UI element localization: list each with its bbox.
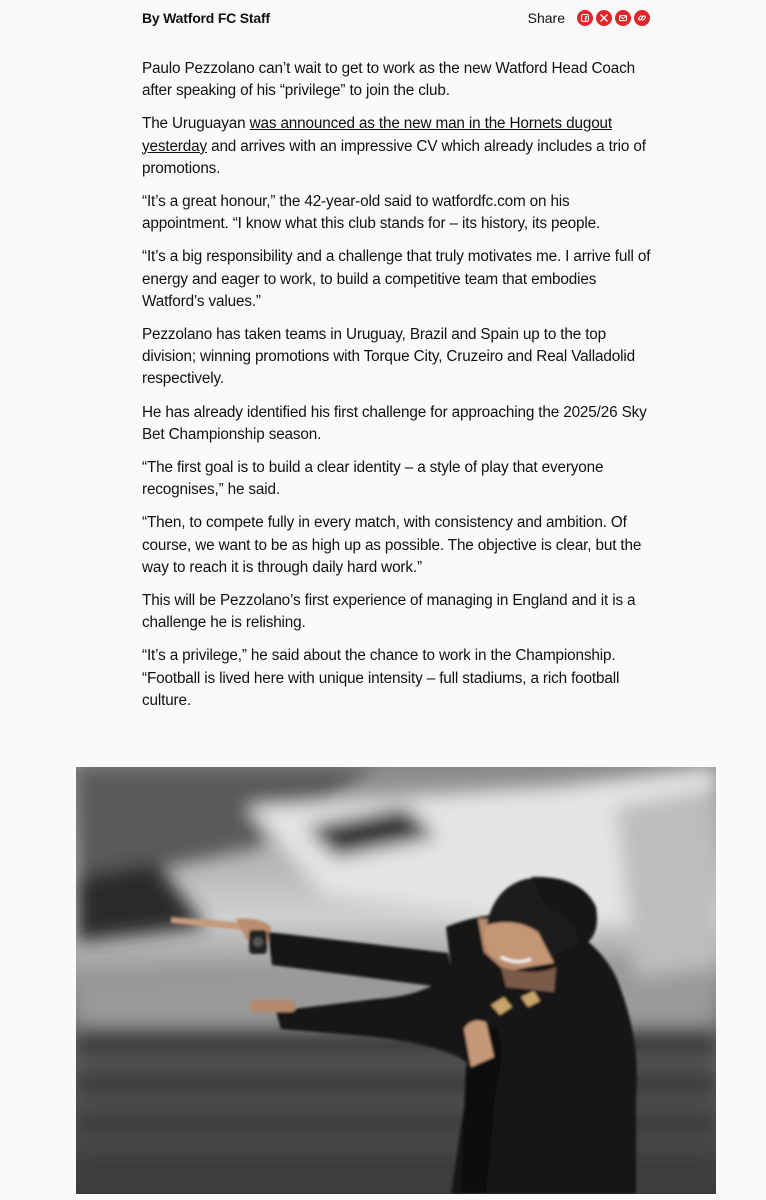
article-header: [142, 8, 650, 28]
x-share-button[interactable]: [596, 10, 612, 26]
email-share-button[interactable]: [615, 10, 631, 26]
email-icon: [618, 13, 628, 23]
article-paragraph: Paulo Pezzolano can’t wait to get to work as the new Watford Head Coach after speaking of his “privilege” to join the club.: [142, 60, 636, 100]
article-paragraph: “It’s a big responsibility and a challenge that truly motivates me. I arrive full of energy and eager to work, to build a competitive team that embodies Watford’s values.”: [142, 248, 651, 310]
article-paragraph: “It’s a privilege,” he said about the chance to work in the Championship. “Football is lived here with unique intensity – full stadiums, a rich football culture.: [142, 647, 620, 709]
facebook-share-button[interactable]: [577, 10, 593, 26]
article-body: [142, 58, 654, 723]
article-paragraph: He has already identified his first challenge for approaching the 2025/26 Sky Bet Championship season.: [142, 403, 647, 443]
paragraph-text: The Uruguayan: [142, 115, 250, 133]
copy-link-button[interactable]: [634, 10, 650, 26]
head-coach-photo: [76, 767, 716, 1194]
article-paragraph: Pezzolano has taken teams in Uruguay, Brazil and Spain up to the top division; winning promotions with Torque City, Cruzeiro and Real Valladolid respectively.: [142, 326, 635, 388]
x-icon: [599, 13, 609, 23]
share-bar: [528, 10, 650, 26]
paragraph-text: and arrives with an impressive CV which already includes a trio of promotions.: [142, 137, 646, 177]
article-paragraph: “Then, to compete fully in every match, with consistency and ambition. Of course, we want to be as high up as possible. The objective is clear, but the way to reach it is through daily hard work.”: [142, 514, 642, 576]
byline: By Watford FC Staff: [142, 10, 270, 26]
link-icon: [637, 13, 647, 23]
facebook-icon: [580, 13, 590, 23]
article-paragraph: This will be Pezzolano’s first experience of managing in England and it is a challenge he is relishing.: [142, 592, 636, 632]
article-paragraph: “The first goal is to build a clear identity – a style of play that everyone recognises,” he said.: [142, 459, 604, 499]
article-photo: [76, 767, 716, 1194]
article-paragraph: [142, 113, 654, 180]
article-paragraph: “It’s a great honour,” the 42-year-old said to watfordfc.com on his appointment. “I know what this club stands for – its history, its people.: [142, 193, 601, 233]
announcement-link[interactable]: was announced as the new man in the Hornets dugout yesterday: [142, 115, 613, 155]
share-label: Share: [527, 10, 565, 26]
